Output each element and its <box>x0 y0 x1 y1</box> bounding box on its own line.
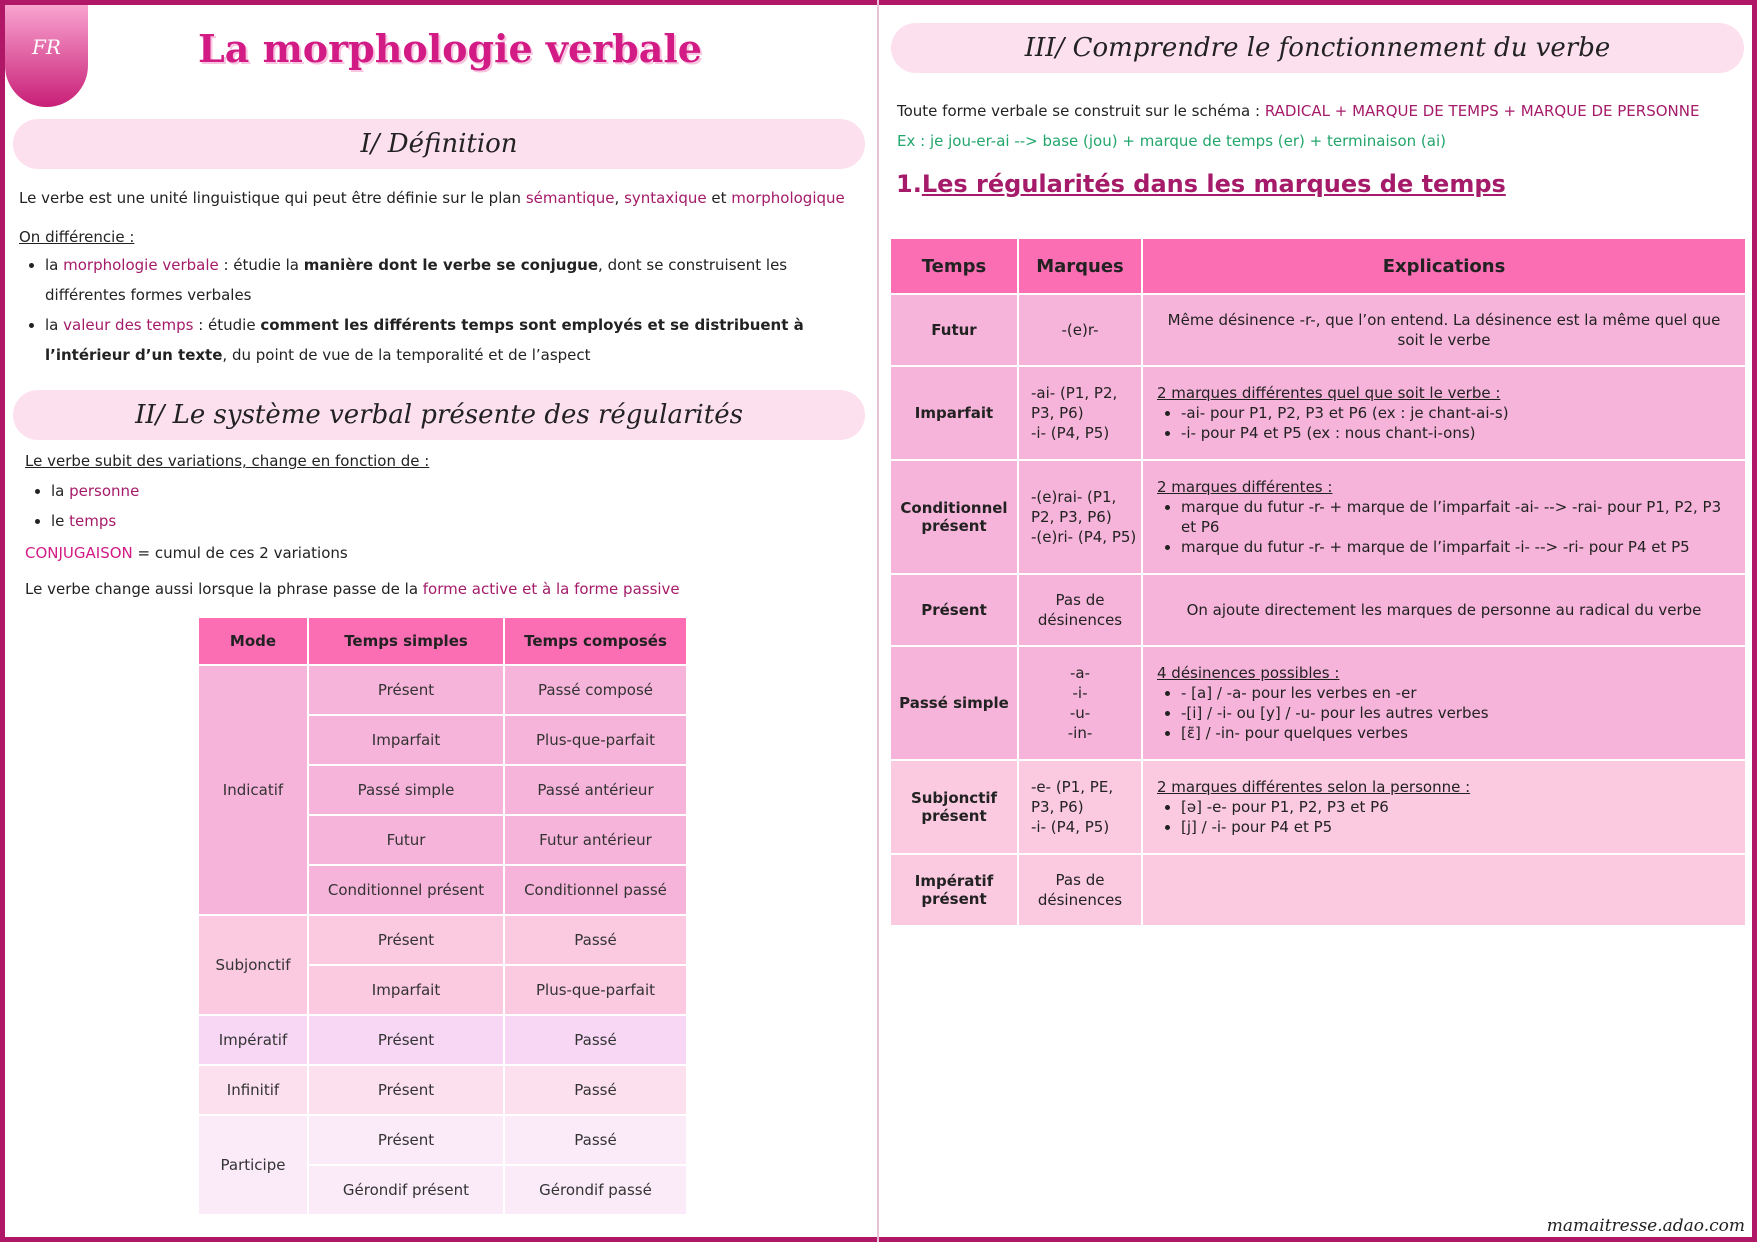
mode-cell-indicatif: Indicatif <box>198 665 308 915</box>
explication-title: 2 marques différentes : <box>1157 478 1333 496</box>
table-cell: Présent <box>308 1065 504 1115</box>
list-item: • - [a] / -a- pour les verbes en -er <box>1181 683 1731 703</box>
marque-cell <box>1018 760 1142 854</box>
watermark: mamaitresse.adao.com <box>1546 1216 1745 1236</box>
list-item: • -[i] / -i- ou [y] / -u- pour les autres verbes <box>1181 703 1731 723</box>
marque-line: désinences <box>1037 891 1123 909</box>
keyword-temps: temps <box>69 512 117 530</box>
list-item-text: la <box>45 256 64 274</box>
list-item: • [j] / -i- pour P4 et P5 <box>1181 817 1731 837</box>
list-item-text: , dont se construisent les différentes formes verbales <box>45 256 788 304</box>
table-row <box>198 665 687 715</box>
marque-cell <box>1018 646 1142 760</box>
list-item-text: , du point de vue de la temporalité et de l’aspect <box>222 346 591 364</box>
list-item-text: : étudie la <box>218 256 304 274</box>
list-item-text: la <box>51 482 70 500</box>
explication-list <box>1157 797 1731 837</box>
explication-cell <box>1142 366 1746 460</box>
table-row <box>890 854 1746 926</box>
page-title: La morphologie verbale <box>198 26 702 71</box>
temps-table <box>889 237 1747 927</box>
table-row <box>890 646 1746 760</box>
explication-cell <box>1142 760 1746 854</box>
explication-cell <box>1142 854 1746 926</box>
table-cell: Passé <box>504 1065 687 1115</box>
list-item: • marque du futur -r- + marque de l’imparfait -i- --> -ri- pour P4 et P5 <box>1181 537 1731 557</box>
table-header-row <box>198 617 687 665</box>
explication-title: 2 marques différentes quel que soit le verbe : <box>1157 384 1501 402</box>
explication-list <box>1157 683 1731 743</box>
list-item: • -ai- pour P1, P2, P3 et P6 (ex : je chant-ai-s) <box>1181 403 1731 423</box>
explication-title: 4 désinences possibles : <box>1157 664 1340 682</box>
marque-line: -i- <box>1072 684 1088 702</box>
table-header: Temps simples <box>308 617 504 665</box>
table-row <box>890 574 1746 646</box>
table-row <box>198 1115 687 1165</box>
section-heading-fonctionnement: III/ Comprendre le fonctionnement du verbe <box>891 23 1744 73</box>
table-cell: Conditionnel passé <box>504 865 687 915</box>
keyword-conjugaison: CONJUGAISON <box>25 544 133 562</box>
mode-cell-infinitif: Infinitif <box>198 1065 308 1115</box>
table-cell: Gérondif passé <box>504 1165 687 1215</box>
marque-line: -a- <box>1069 664 1091 682</box>
table-cell: Passé <box>504 1015 687 1065</box>
variations-label: Le verbe subit des variations, change en fonction de : <box>25 452 430 470</box>
table-cell: Plus-que-parfait <box>504 965 687 1015</box>
table-cell: Imparfait <box>308 965 504 1015</box>
section-heading-regularites: II/ Le système verbal présente des régularités <box>13 390 865 440</box>
explication-cell: On ajoute directement les marques de personne au radical du verbe <box>1142 574 1746 646</box>
list-item <box>51 506 139 536</box>
table-cell: Présent <box>308 665 504 715</box>
table-cell: Présent <box>308 1015 504 1065</box>
table-row <box>198 1065 687 1115</box>
marque-line: -e- (P1, PE, <box>1031 778 1114 796</box>
marque-line: -in- <box>1067 724 1093 742</box>
variations-list <box>25 476 139 536</box>
marque-cell <box>1018 854 1142 926</box>
definition-intro-text: Le verbe est une unité linguistique qui peut être définie sur le plan <box>19 189 526 207</box>
mode-table <box>197 616 688 1216</box>
list-item: • [ɛ̃] / -in- pour quelques verbes <box>1181 723 1731 743</box>
marque-line: -u- <box>1069 704 1091 722</box>
explication-title: 2 marques différentes selon la personne : <box>1157 778 1471 796</box>
keyword-forme-passive: forme active et à la forme passive <box>422 580 680 598</box>
temps-line: Conditionnel <box>900 499 1008 517</box>
temps-cell <box>890 854 1018 926</box>
mode-cell-participe: Participe <box>198 1115 308 1215</box>
temps-line: présent <box>921 807 987 825</box>
subject-badge-label: FR <box>32 35 61 59</box>
marque-line: -ai- (P1, P2, <box>1031 384 1118 402</box>
keyword-syntaxique: syntaxique <box>624 189 707 207</box>
list-item-text: la <box>45 316 64 334</box>
definition-intro <box>19 187 874 209</box>
keyword-morphologique: morphologique <box>731 189 845 207</box>
marque-line: P3, P6) <box>1031 798 1084 816</box>
table-cell: Passé simple <box>308 765 504 815</box>
marque-line: P3, P6) <box>1031 404 1084 422</box>
differencie-label: On différencie : <box>19 228 135 246</box>
list-item-bold: manière dont le verbe se conjugue <box>303 256 599 274</box>
passive-text: Le verbe change aussi lorsque la phrase passe de la <box>25 580 423 598</box>
schema-line <box>897 100 1699 122</box>
definition-list <box>19 250 865 370</box>
temps-line: Impératif <box>914 872 994 890</box>
mode-cell-imperatif: Impératif <box>198 1015 308 1065</box>
explication-cell <box>1142 646 1746 760</box>
list-item <box>51 476 139 506</box>
marque-line: Pas de <box>1055 591 1105 609</box>
list-item-text: : étudie <box>193 316 261 334</box>
conjugaison-line <box>25 542 348 564</box>
table-cell: Conditionnel présent <box>308 865 504 915</box>
list-item <box>45 250 865 310</box>
section-heading-definition: I/ Définition <box>13 119 865 169</box>
table-header: Mode <box>198 617 308 665</box>
schema-text: Toute forme verbale se construit sur le schéma : <box>897 102 1265 120</box>
temps-cell: Passé simple <box>890 646 1018 760</box>
list-item-bold: comment les différents temps sont employés et se distribuent à l’intérieur d’un texte <box>45 316 804 364</box>
marque-cell <box>1018 574 1142 646</box>
table-header-row <box>890 238 1746 294</box>
keyword-personne: personne <box>69 482 140 500</box>
table-cell: Passé composé <box>504 665 687 715</box>
list-item-text: le <box>51 512 70 530</box>
explication-cell: Même désinence -r-, que l’on entend. La désinence est la même quel que soit le verbe <box>1142 294 1746 366</box>
marque-line: -(e)rai- (P1, <box>1031 488 1117 506</box>
list-item: • -i- pour P4 et P5 (ex : nous chant-i-ons) <box>1181 423 1731 443</box>
temps-cell: Futur <box>890 294 1018 366</box>
list-item <box>45 310 865 370</box>
table-row <box>890 294 1746 366</box>
subject-badge <box>5 5 88 107</box>
marque-cell: -(e)r- <box>1018 294 1142 366</box>
separator: , <box>614 189 625 207</box>
mode-cell-subjonctif: Subjonctif <box>198 915 308 1015</box>
table-row <box>198 1015 687 1065</box>
marque-cell <box>1018 366 1142 460</box>
table-header: Temps <box>890 238 1018 294</box>
table-row <box>890 366 1746 460</box>
table-cell: Imparfait <box>308 715 504 765</box>
separator: et <box>706 189 732 207</box>
table-cell: Passé <box>504 915 687 965</box>
temps-cell: Présent <box>890 574 1018 646</box>
keyword-semantique: sémantique <box>525 189 615 207</box>
explication-list <box>1157 403 1731 443</box>
keyword-valeur-des-temps: valeur des temps <box>63 316 194 334</box>
table-cell: Passé antérieur <box>504 765 687 815</box>
schema-formula: RADICAL + MARQUE DE TEMPS + MARQUE DE PERSONNE <box>1264 102 1700 120</box>
temps-line: présent <box>921 890 987 908</box>
temps-cell <box>890 760 1018 854</box>
table-cell: Gérondif présent <box>308 1165 504 1215</box>
page-divider <box>877 0 879 1242</box>
subsection-heading <box>896 170 1506 198</box>
temps-line: Subjonctif <box>910 789 998 807</box>
marque-line: -i- (P4, P5) <box>1031 818 1110 836</box>
temps-line: présent <box>921 517 987 535</box>
subsection-number: 1. <box>896 170 922 198</box>
marque-line: -(e)ri- (P4, P5) <box>1031 528 1137 546</box>
temps-cell <box>890 460 1018 574</box>
list-item: • marque du futur -r- + marque de l’imparfait -ai- --> -rai- pour P1, P2, P3 et P6 <box>1181 497 1731 537</box>
table-cell: Présent <box>308 1115 504 1165</box>
list-item: • [ə] -e- pour P1, P2, P3 et P6 <box>1181 797 1731 817</box>
marque-cell <box>1018 460 1142 574</box>
subsection-title: Les régularités dans les marques de temps <box>921 170 1506 198</box>
table-row <box>198 915 687 965</box>
table-row <box>890 760 1746 854</box>
example-line: Ex : je jou-er-ai --> base (jou) + marque de temps (er) + terminaison (ai) <box>897 132 1446 150</box>
marque-line: -i- (P4, P5) <box>1031 424 1110 442</box>
table-header: Marques <box>1018 238 1142 294</box>
table-row <box>890 460 1746 574</box>
keyword-morphologie-verbale: morphologie verbale <box>63 256 219 274</box>
table-cell: Futur <box>308 815 504 865</box>
table-header: Temps composés <box>504 617 687 665</box>
marque-line: désinences <box>1037 611 1123 629</box>
table-cell: Plus-que-parfait <box>504 715 687 765</box>
explication-cell <box>1142 460 1746 574</box>
marque-line: Pas de <box>1055 871 1105 889</box>
conjugaison-text: = cumul de ces 2 variations <box>132 544 348 562</box>
table-cell: Présent <box>308 915 504 965</box>
passive-line <box>25 578 680 600</box>
explication-list <box>1157 497 1731 557</box>
table-cell: Passé <box>504 1115 687 1165</box>
table-header: Explications <box>1142 238 1746 294</box>
temps-cell: Imparfait <box>890 366 1018 460</box>
table-cell: Futur antérieur <box>504 815 687 865</box>
marque-line: P2, P3, P6) <box>1031 508 1112 526</box>
